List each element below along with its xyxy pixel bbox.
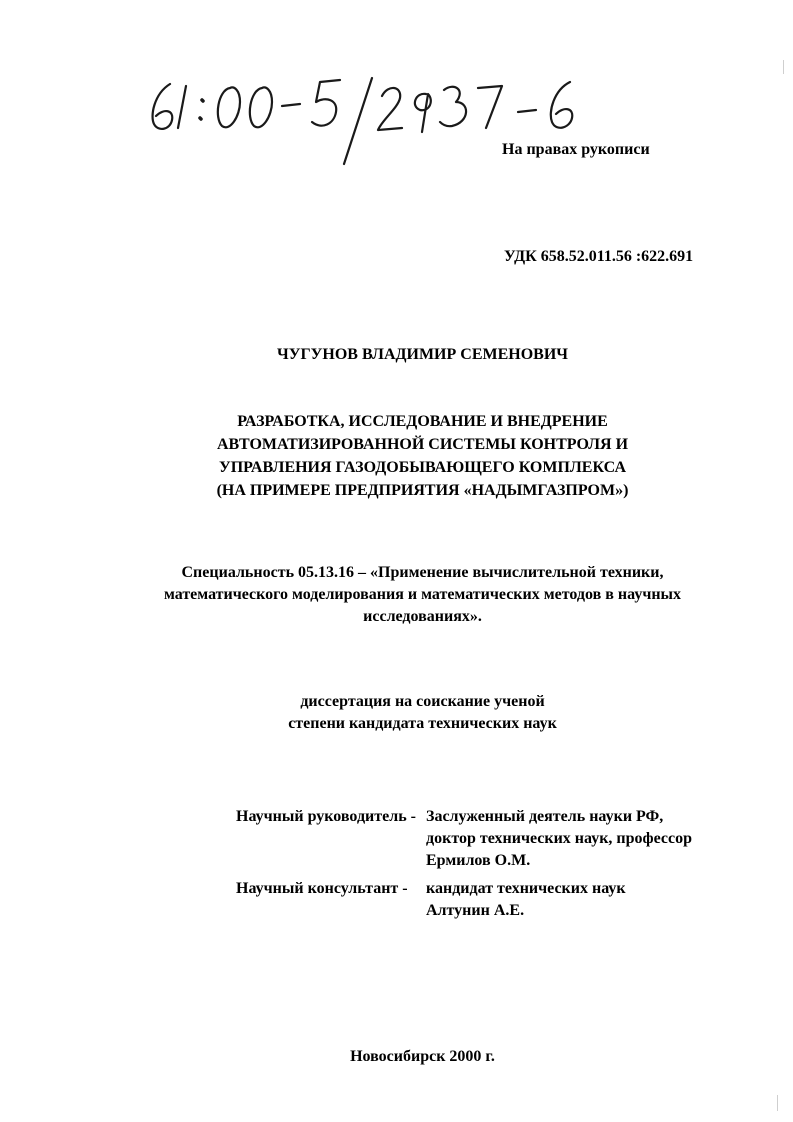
supervisor-label: Научный руководитель - bbox=[236, 808, 416, 825]
scan-mark bbox=[783, 60, 784, 74]
specialty-line: исследованиях». bbox=[363, 608, 482, 625]
title-line: (НА ПРИМЕРЕ ПРЕДПРИЯТИЯ «НАДЫМГАЗПРОМ») bbox=[216, 482, 629, 499]
rights-note: На правах рукописи bbox=[502, 141, 650, 158]
city-year: Новосибирск 2000 г. bbox=[350, 1048, 495, 1065]
supervisor-line: Ермилов О.М. bbox=[426, 852, 531, 869]
title-line: УПРАВЛЕНИЯ ГАЗОДОБЫВАЮЩЕГО КОМПЛЕКСА bbox=[218, 459, 626, 476]
specialty-line: математического моделирования и математических методов в научных bbox=[163, 586, 682, 603]
consultant-info bbox=[426, 878, 626, 922]
supervisor-info bbox=[426, 806, 692, 872]
consultant-line: кандидат технических наук bbox=[426, 880, 626, 897]
supervisor-line: доктор технических наук, профессор bbox=[426, 830, 693, 847]
author-name: ЧУГУНОВ ВЛАДИМИР СЕМЕНОВИЧ bbox=[276, 346, 569, 363]
degree-line: степени кандидата технических наук bbox=[288, 715, 557, 732]
dissertation-degree bbox=[60, 691, 785, 735]
specialty-line: Специальность 05.13.16 – «Применение вычислительной техники, bbox=[181, 564, 664, 581]
consultant-label: Научный консультант - bbox=[236, 880, 408, 897]
supervisor-line: Заслуженный деятель науки РФ, bbox=[426, 808, 664, 825]
consultant-line: Алтунин А.Е. bbox=[426, 902, 525, 919]
udk-code: УДК 658.52.011.56 :622.691 bbox=[504, 248, 694, 265]
scan-mark bbox=[777, 1095, 778, 1111]
degree-line: диссертация на соискание ученой bbox=[300, 693, 545, 710]
specialty-block bbox=[60, 562, 785, 628]
title-line: РАЗРАБОТКА, ИССЛЕДОВАНИЕ И ВНЕДРЕНИЕ bbox=[237, 413, 608, 430]
dissertation-title bbox=[60, 410, 785, 502]
title-line: АВТОМАТИЗИРОВАННОЙ СИСТЕМЫ КОНТРОЛЯ И bbox=[216, 436, 629, 453]
